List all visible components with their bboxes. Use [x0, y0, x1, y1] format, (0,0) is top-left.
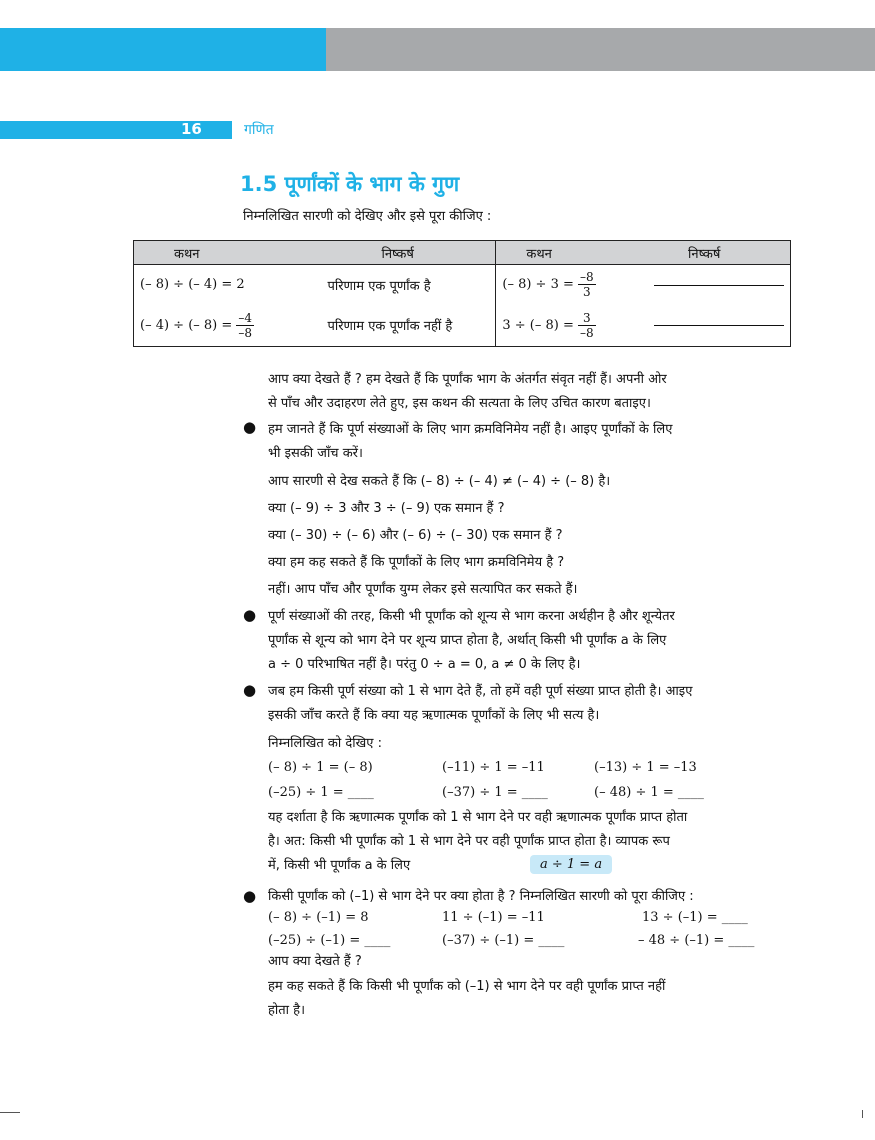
table-header: निष्कर्ष	[648, 241, 791, 265]
text-line: हम कह सकते हैं कि किसी भी पूर्णांक को (–1) से भाग देने पर वही पूर्णांक प्राप्त नहीं	[268, 979, 666, 994]
text-line: होता है।	[268, 1003, 306, 1018]
table-header-row	[134, 241, 791, 265]
table-header: कथन	[134, 241, 322, 265]
crop-mark	[0, 1112, 20, 1113]
fraction-denominator: –8	[238, 325, 253, 340]
example-cell[interactable]: (–25) ÷ 1 = ____	[268, 785, 374, 800]
header-band-grey	[326, 28, 875, 71]
table-cell: (– 8) ÷ (– 4) = 2	[140, 277, 245, 293]
bullet-icon: ●	[243, 418, 257, 436]
page-number: 16	[181, 120, 202, 138]
table-row	[134, 305, 791, 347]
example-cell: (– 8) ÷ 1 = (– 8)	[268, 760, 373, 775]
section-heading: 1.5 पूर्णांकों के भाग के गुण	[240, 172, 460, 196]
fraction-denominator: 3	[583, 285, 591, 300]
table-cell	[134, 305, 322, 347]
divide-by-one-conclusion	[268, 806, 687, 878]
division-table	[133, 240, 791, 347]
chapter-title: गणित	[244, 122, 274, 138]
fraction-numerator: –8	[580, 270, 594, 285]
table-header: कथन	[496, 241, 648, 265]
statement-text: 3 ÷ (– 8) =	[502, 317, 574, 333]
table-cell-blank[interactable]	[648, 265, 791, 305]
fraction	[236, 311, 254, 340]
example-cell[interactable]: (–37) ÷ (–1) = ____	[442, 933, 565, 948]
table-cell	[496, 265, 648, 305]
fraction-numerator: –4	[238, 310, 253, 325]
crop-mark	[862, 1110, 863, 1118]
fraction	[578, 311, 596, 340]
table-cell	[496, 305, 648, 347]
bullet-divide-by-one	[268, 680, 692, 728]
fraction	[578, 270, 596, 299]
list-item: आप सारणी से देख सकते हैं कि (– 8) ÷ (– 4) ≠ (– 4) ÷ (– 8) है।	[268, 474, 611, 489]
table-row	[134, 265, 791, 305]
question-line: आप क्या देखते हैं ?	[268, 954, 362, 969]
statement-text: (– 8) ÷ 3 =	[502, 277, 574, 293]
fraction-denominator: –8	[580, 325, 594, 340]
text-line: भी इसकी जाँच करें।	[268, 446, 363, 461]
text-line: हम जानते हैं कि पूर्ण संख्याओं के लिए भाग क्रमविनिमेय नहीं है। आइए पूर्णांकों के लिए	[268, 422, 673, 437]
example-cell[interactable]: (–25) ÷ (–1) = ____	[268, 933, 391, 948]
example-cell: (–13) ÷ 1 = –13	[594, 760, 697, 775]
text-line: में, किसी भी पूर्णांक a के लिए	[268, 858, 411, 873]
bullet-icon: ●	[243, 606, 257, 624]
observe-label: निम्नलिखित को देखिए :	[268, 736, 382, 751]
answer-blank[interactable]	[654, 284, 784, 286]
header-band-blue	[0, 28, 326, 71]
table-cell-blank[interactable]	[648, 305, 791, 347]
text-line: से पाँच और उदाहरण लेते हुए, इस कथन की सत्यता के लिए उचित कारण बताइए।	[268, 396, 651, 411]
example-cell[interactable]: (– 48) ÷ 1 = ____	[594, 785, 704, 800]
text-line: जब हम किसी पूर्ण संख्या को 1 से भाग देते हैं, तो हमें वही पूर्ण संख्या प्राप्त होती है। आइए	[268, 684, 693, 699]
list-item: क्या (– 30) ÷ (– 6) और (– 6) ÷ (– 30) एक समान हैं ?	[268, 528, 563, 543]
text-line: आप क्या देखते हैं ? हम देखते हैं कि पूर्णांक भाग के अंतर्गत संवृत नहीं हैं। अपनी ओर	[268, 372, 667, 387]
text-line: इसकी जाँच करते हैं कि क्या यह ऋणात्मक पूर्णांकों के लिए भी सत्य है।	[268, 708, 600, 723]
text-line: यह दर्शाता है कि ऋणात्मक पूर्णांक को 1 से भाग देने पर वही ऋणात्मक पूर्णांक प्राप्त होता	[268, 810, 688, 825]
statement-text: (– 4) ÷ (– 8) =	[140, 317, 233, 333]
example-cell[interactable]: 13 ÷ (–1) = ____	[642, 910, 748, 925]
text-line: है। अत: किसी भी पूर्णांक को 1 से भाग देने पर वही पूर्णांक प्राप्त होता है। व्यापक रूप	[268, 834, 670, 849]
fraction-numerator: 3	[578, 311, 596, 326]
table-cell: परिणाम एक पूर्णांक नहीं है	[327, 319, 453, 335]
list-item: नहीं। आप पाँच और पूर्णांक युग्म लेकर इसे सत्यापित कर सकते हैं।	[268, 582, 578, 597]
list-item: क्या (– 9) ÷ 3 और 3 ÷ (– 9) एक समान हैं ?	[268, 501, 505, 516]
example-cell: (– 8) ÷ (–1) = 8	[268, 910, 369, 925]
list-item: क्या हम कह सकते हैं कि पूर्णांकों के लिए भाग क्रमविनिमेय है ?	[268, 555, 565, 570]
example-cell[interactable]: – 48 ÷ (–1) = ____	[638, 933, 755, 948]
bullet-commutative	[268, 418, 672, 466]
answer-blank[interactable]	[654, 324, 784, 326]
example-cell[interactable]: (–37) ÷ 1 = ____	[442, 785, 548, 800]
bullet-divide-by-minus-one: किसी पूर्णांक को (–1) से भाग देने पर क्या होता है ? निम्नलिखित सारणी को पूरा कीजिए :	[268, 889, 694, 904]
text-line: पूर्ण संख्याओं की तरह, किसी भी पूर्णांक को शून्य से भाग करना अर्थहीन है और शून्येतर	[268, 609, 675, 624]
bullet-icon: ●	[243, 887, 257, 905]
example-cell: (–11) ÷ 1 = –11	[442, 760, 545, 775]
section-intro: निम्नलिखित सारणी को देखिए और इसे पूरा कीजिए :	[243, 209, 492, 224]
table-header: निष्कर्ष	[321, 241, 495, 265]
text-line: a ÷ 0 परिभाषित नहीं है। परंतु 0 ÷ a = 0, a ≠ 0 के लिए है।	[268, 657, 581, 672]
table-cell: परिणाम एक पूर्णांक है	[327, 278, 431, 294]
commutative-items	[268, 468, 610, 603]
formula-highlight: a ÷ 1 = a	[530, 855, 612, 874]
bullet-zero-division	[268, 605, 675, 677]
minus-one-answer	[268, 975, 665, 1023]
paragraph-observe	[268, 368, 667, 416]
text-line: पूर्णांक से शून्य को भाग देने पर शून्य प्राप्त होता है, अर्थात् किसी भी पूर्णांक a के लिए	[268, 633, 667, 648]
example-cell: 11 ÷ (–1) = –11	[442, 910, 545, 925]
bullet-icon: ●	[243, 681, 257, 699]
